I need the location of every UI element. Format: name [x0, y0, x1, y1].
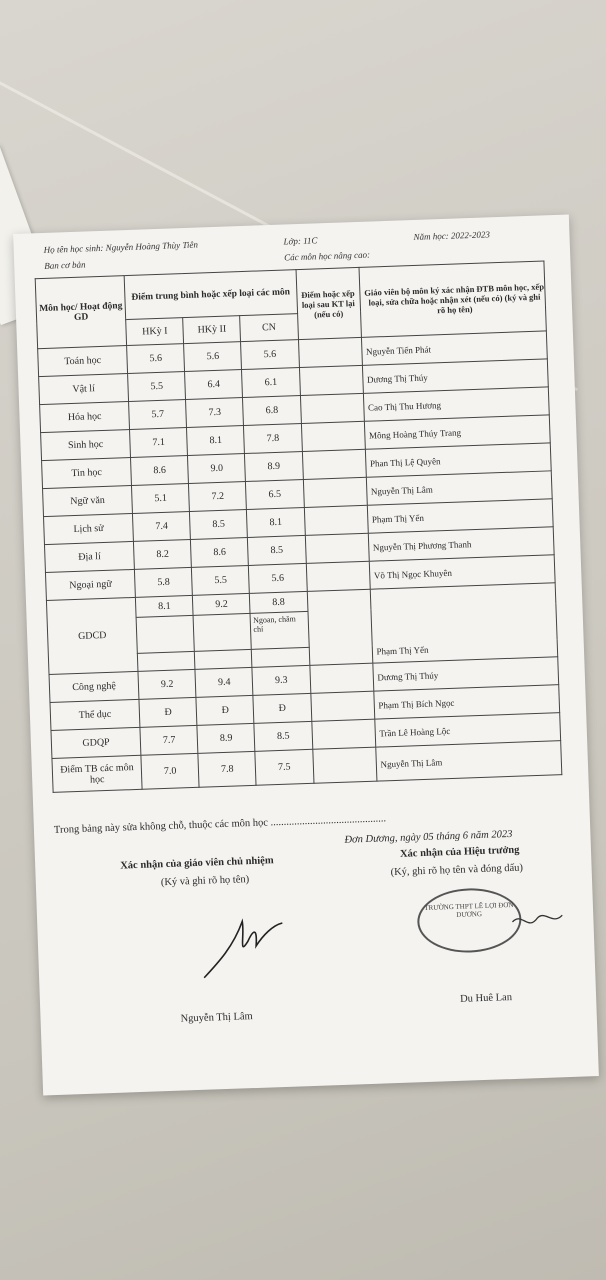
place-date: Đơn Dương, ngày 05 tháng 6 năm 2023 — [344, 828, 513, 846]
retest-cell — [298, 337, 362, 367]
hk1-cell: 7.7 — [140, 725, 198, 755]
student-name-line — [44, 240, 199, 255]
homeroom-signature — [197, 905, 290, 988]
subject-cell: Toán học — [38, 346, 128, 377]
teacher-cell: Dương Thị Thúy — [362, 359, 548, 393]
teacher-cell: Nguyễn Thị Phương Thanh — [368, 527, 554, 561]
principal-confirm-title: Xác nhận của Hiệu trưởng — [399, 844, 520, 860]
gdcd-hk2: 9.2 — [193, 593, 251, 615]
hk1-cell: 7.1 — [130, 428, 188, 458]
teacher-cell: Trần Lê Hoàng Lộc — [374, 713, 560, 747]
student-name: Nguyễn Hoàng Thùy Tiên — [105, 239, 199, 253]
retest-cell — [299, 365, 363, 395]
teacher-cell: Võ Thị Ngọc Khuyên — [369, 555, 555, 589]
subject-cell: Công nghệ — [49, 671, 139, 702]
homeroom-confirm-title: Xác nhận của giáo viên chủ nhiệm — [120, 855, 274, 872]
class-value: 11C — [302, 235, 318, 246]
teacher-cell: Nguyễn Tiến Phát — [361, 331, 547, 365]
cn-cell: 8.9 — [245, 452, 303, 482]
cn-cell: 8.1 — [247, 507, 305, 537]
hk2-cell: 5.5 — [192, 565, 250, 595]
hk2-cell: 9.0 — [188, 454, 246, 484]
retest-cell — [311, 719, 375, 749]
principal-confirm-sub: (Ký, ghi rõ họ tên và đóng dấu) — [390, 862, 524, 879]
year-value: 2022-2023 — [450, 229, 491, 241]
hk2-cell: 9.4 — [195, 667, 253, 697]
gdcd-hk1: 8.1 — [136, 595, 194, 617]
retest-cell — [312, 747, 376, 783]
hk2-cell: 8.5 — [190, 509, 248, 539]
stamp-text: TRƯỜNG THPT LÊ LỢI ĐƠN DƯƠNG — [424, 900, 514, 919]
subject-cell: Vật lí — [39, 374, 129, 405]
gdcd-empty-3 — [138, 651, 196, 671]
retest-cell — [305, 533, 369, 563]
hk1-cell: 5.5 — [128, 372, 186, 402]
year-label: Năm học: — [413, 230, 449, 242]
principal-name: Du Huê Lan — [459, 992, 513, 1005]
hk1-cell: 5.8 — [135, 567, 193, 597]
subject-cell: Hóa học — [40, 402, 130, 433]
col-hk2: HKỳ II — [183, 316, 241, 344]
hk2-cell: 7.3 — [186, 398, 244, 428]
teacher-cell: Nguyễn Thị Lâm — [366, 471, 552, 505]
retest-cell — [306, 561, 370, 591]
hk2-cell: 5.6 — [184, 342, 242, 372]
hk1-cell: 9.2 — [138, 669, 196, 699]
col-subject: Môn học/ Hoạt động GD — [35, 276, 127, 349]
retest-cell — [302, 449, 366, 479]
cn-cell: 5.6 — [241, 340, 299, 370]
gdcd-subject: GDCD — [46, 597, 138, 674]
subject-cell: Sinh học — [41, 430, 131, 461]
cn-cell: 6.1 — [242, 368, 300, 398]
gdcd-empty-5 — [252, 647, 310, 667]
hk1-cell: 5.6 — [127, 344, 185, 374]
hk1-cell: 5.1 — [132, 483, 190, 513]
col-cn: CN — [240, 314, 298, 342]
retest-cell — [301, 421, 365, 451]
hk2-cell: 8.1 — [187, 426, 245, 456]
class-label: Lớp: — [283, 235, 302, 247]
teacher-cell: Cao Thị Thu Hương — [363, 387, 549, 421]
hk2-cell: 8.6 — [191, 537, 249, 567]
teacher-cell: Phạm Thị Yến — [367, 499, 553, 533]
cn-cell: 7.5 — [255, 749, 313, 785]
gdcd-comment: Ngoan, chăm chỉ — [250, 611, 308, 649]
hk1-cell: 7.0 — [141, 753, 199, 789]
cn-cell: Đ — [253, 693, 311, 723]
retest-cell — [303, 477, 367, 507]
hk1-cell: 7.4 — [133, 511, 191, 541]
teacher-cell: Mông Hoàng Thúy Trang — [364, 415, 550, 449]
subject-cell: Thể dục — [50, 699, 140, 730]
report-card-page — [13, 215, 599, 1096]
subject-cell: Ngoại ngữ — [45, 569, 135, 600]
cn-cell: 7.8 — [244, 424, 302, 454]
year-line — [413, 229, 490, 242]
subject-cell: Tin học — [42, 457, 132, 488]
hk1-cell: Đ — [139, 697, 197, 727]
subject-cell: Ngữ văn — [43, 485, 133, 516]
cn-cell: 6.8 — [243, 396, 301, 426]
subject-cell: GDQP — [51, 727, 141, 758]
correction-note: Trong bảng này sửa không chỗ, thuộc các môn học ............................................ — [53, 813, 387, 836]
hk2-cell: 7.8 — [198, 751, 256, 787]
track: Ban cơ bản — [44, 259, 86, 271]
advanced-subjects-label: Các môn học nâng cao: — [283, 249, 371, 263]
col-retest: Điểm hoặc xếp loại sau KT lại (nếu có) — [296, 267, 362, 339]
cn-cell: 6.5 — [246, 480, 304, 510]
retest-cell — [300, 393, 364, 423]
student-label: Họ tên học sinh: — [43, 242, 104, 255]
gdcd-empty-2 — [193, 613, 251, 651]
hk2-cell: 6.4 — [185, 370, 243, 400]
teacher-cell: Nguyễn Thị Lâm — [375, 741, 561, 781]
retest-cell — [309, 663, 373, 693]
col-avg: Điểm trung bình hoặc xếp loại các môn — [124, 270, 297, 320]
teacher-cell: Phạm Thị Bích Ngọc — [373, 685, 559, 719]
hk2-cell: 7.2 — [189, 481, 247, 511]
hk1-cell: 5.7 — [129, 400, 187, 430]
cn-cell: 9.3 — [252, 665, 310, 695]
homeroom-confirm-sub: (Ký và ghi rõ họ tên) — [160, 874, 250, 889]
gdcd-cn: 8.8 — [250, 591, 308, 613]
col-teacher: Giáo viên bộ môn ký xác nhận ĐTB môn học, xếp loại, sửa chữa hoặc nhận xét (nếu có) (ký và ghi rõ họ tên) — [359, 261, 547, 337]
retest-cell — [304, 505, 368, 535]
hk1-cell: 8.6 — [131, 456, 189, 486]
subject-cell: Địa lí — [44, 541, 134, 572]
gdcd-retest — [307, 589, 373, 665]
cn-cell: 8.5 — [254, 721, 312, 751]
homeroom-name: Nguyễn Thị Lâm — [180, 1011, 253, 1025]
gdcd-teacher: Phạm Thị Yến — [370, 583, 558, 663]
teacher-cell: Dương Thị Thúy — [372, 657, 558, 691]
retest-cell — [310, 691, 374, 721]
teacher-cell: Phan Thị Lệ Quyên — [365, 443, 551, 477]
grades-table — [35, 260, 563, 792]
gdcd-empty-1 — [136, 615, 194, 653]
principal-signature — [507, 905, 568, 937]
subject-cell: Điểm TB các môn học — [52, 755, 142, 792]
col-hk1: HKỳ I — [126, 318, 184, 346]
hk2-cell: 8.9 — [197, 723, 255, 753]
cn-cell: 5.6 — [249, 563, 307, 593]
cn-cell: 8.5 — [248, 535, 306, 565]
hk1-cell: 8.2 — [134, 539, 192, 569]
subject-cell: Lịch sử — [44, 513, 134, 544]
hk2-cell: Đ — [196, 695, 254, 725]
gdcd-empty-4 — [195, 649, 253, 669]
class-line — [283, 235, 317, 246]
